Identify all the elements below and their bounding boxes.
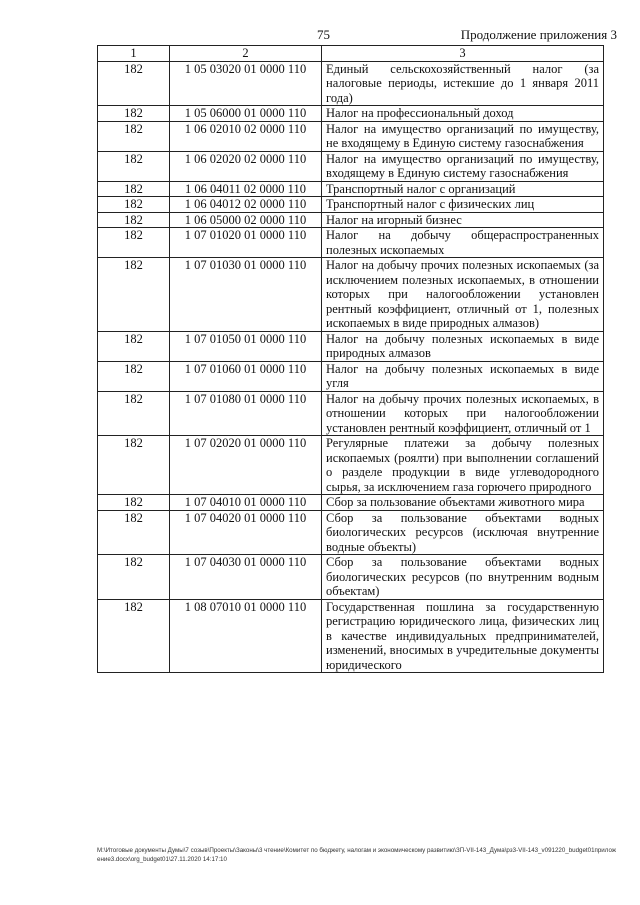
table-row [98,331,604,361]
revenue-name-cell: Налог на имущество организаций по имуществу, входящему в Единую систему газоснабжения [322,151,604,181]
budget-code-cell: 1 07 01050 01 0000 110 [170,331,322,361]
admin-code-cell: 182 [98,436,170,495]
admin-code-cell: 182 [98,197,170,213]
table-row [98,361,604,391]
budget-code-cell: 1 07 02020 01 0000 110 [170,436,322,495]
admin-code-cell: 182 [98,106,170,122]
table-row [98,510,604,555]
budget-code-cell: 1 07 01060 01 0000 110 [170,361,322,391]
revenue-name-cell: Налог на добычу общераспространенных полезных ископаемых [322,228,604,258]
budget-code-cell: 1 06 04011 02 0000 110 [170,181,322,197]
admin-code-cell: 182 [98,121,170,151]
table-row [98,61,604,106]
revenue-name-cell: Налог на добычу прочих полезных ископаемых (за исключением полезных ископаемых, в отношении которых при налогообложении установлен рентный коэффициент, отличный от 1, полезных ископаемых в виде природных алмазов) [322,258,604,332]
admin-code-cell: 182 [98,181,170,197]
column-number: 2 [170,46,322,62]
column-number-row [98,46,604,62]
revenue-name-cell: Сбор за пользование объектами водных биологических ресурсов (исключая внутренние водные объекты) [322,510,604,555]
column-number: 1 [98,46,170,62]
revenue-name-cell: Транспортный налог с физических лиц [322,197,604,213]
table-row [98,228,604,258]
table-row [98,106,604,122]
budget-code-cell: 1 05 03020 01 0000 110 [170,61,322,106]
admin-code-cell: 182 [98,495,170,511]
table-row [98,197,604,213]
table-body [98,61,604,673]
budget-code-cell: 1 07 01080 01 0000 110 [170,391,322,436]
revenue-name-cell: Налог на добычу прочих полезных ископаемых, в отношении которых при налогообложении установлен рентный коэффициент, отличный от 1 [322,391,604,436]
file-path-footer: М:\Итоговые документы Думы\7 созыв\Проекты\Законы\3 чтение\Комитет по бюджету, налогам и экономическому развитию\ЗП-VII-143_Дума\рз3-VII-143_v091220_budget01приложение3.docx\org_budget01\27.11.2020 14:17:10 [97,847,616,863]
table-row [98,436,604,495]
admin-code-cell: 182 [98,510,170,555]
admin-code-cell: 182 [98,391,170,436]
revenue-name-cell: Налог на имущество организаций по имуществу, не входящему в Единую систему газоснабжения [322,121,604,151]
admin-code-cell: 182 [98,331,170,361]
revenue-name-cell: Регулярные платежи за добычу полезных ископаемых (роялти) при выполнении соглашений о разделе продукции в виде углеводородного сырья, за исключением газа горючего природного [322,436,604,495]
table-row [98,391,604,436]
revenue-name-cell: Налог на профессиональный доход [322,106,604,122]
admin-code-cell: 182 [98,361,170,391]
budget-code-cell: 1 06 02010 02 0000 110 [170,121,322,151]
admin-code-cell: 182 [98,151,170,181]
admin-code-cell: 182 [98,258,170,332]
table-row [98,212,604,228]
budget-classification-table [97,45,604,673]
revenue-name-cell: Единый сельскохозяйственный налог (за налоговые периоды, истекшие до 1 января 2011 года) [322,61,604,106]
table-row [98,555,604,600]
revenue-name-cell: Сбор за пользование объектами животного мира [322,495,604,511]
table-row [98,151,604,181]
budget-code-cell: 1 07 04020 01 0000 110 [170,510,322,555]
admin-code-cell: 182 [98,228,170,258]
budget-code-cell: 1 08 07010 01 0000 110 [170,599,322,673]
admin-code-cell: 182 [98,61,170,106]
admin-code-cell: 182 [98,555,170,600]
revenue-name-cell: Налог на добычу полезных ископаемых в виде природных алмазов [322,331,604,361]
budget-code-cell: 1 06 05000 02 0000 110 [170,212,322,228]
table-row [98,121,604,151]
revenue-name-cell: Транспортный налог с организаций [322,181,604,197]
budget-code-cell: 1 07 01020 01 0000 110 [170,228,322,258]
table-row [98,258,604,332]
budget-code-cell: 1 06 04012 02 0000 110 [170,197,322,213]
column-number: 3 [322,46,604,62]
budget-code-cell: 1 07 01030 01 0000 110 [170,258,322,332]
budget-code-cell: 1 07 04010 01 0000 110 [170,495,322,511]
revenue-name-cell: Налог на добычу полезных ископаемых в виде угля [322,361,604,391]
table-row [98,599,604,673]
table-row [98,495,604,511]
admin-code-cell: 182 [98,599,170,673]
budget-code-cell: 1 06 02020 02 0000 110 [170,151,322,181]
revenue-name-cell: Сбор за пользование объектами водных биологических ресурсов (по внутренним водным объектам) [322,555,604,600]
budget-code-cell: 1 05 06000 01 0000 110 [170,106,322,122]
continuation-heading: Продолжение приложения 3 [460,27,617,42]
admin-code-cell: 182 [98,212,170,228]
budget-code-cell: 1 07 04030 01 0000 110 [170,555,322,600]
table-row [98,181,604,197]
revenue-name-cell: Налог на игорный бизнес [322,212,604,228]
page-number: 75 [317,27,330,42]
revenue-name-cell: Государственная пошлина за государственную регистрацию юридического лица, физических лиц в качестве индивидуальных предпринимателей, изменений, вносимых в учредительные документы юридического [322,599,604,673]
